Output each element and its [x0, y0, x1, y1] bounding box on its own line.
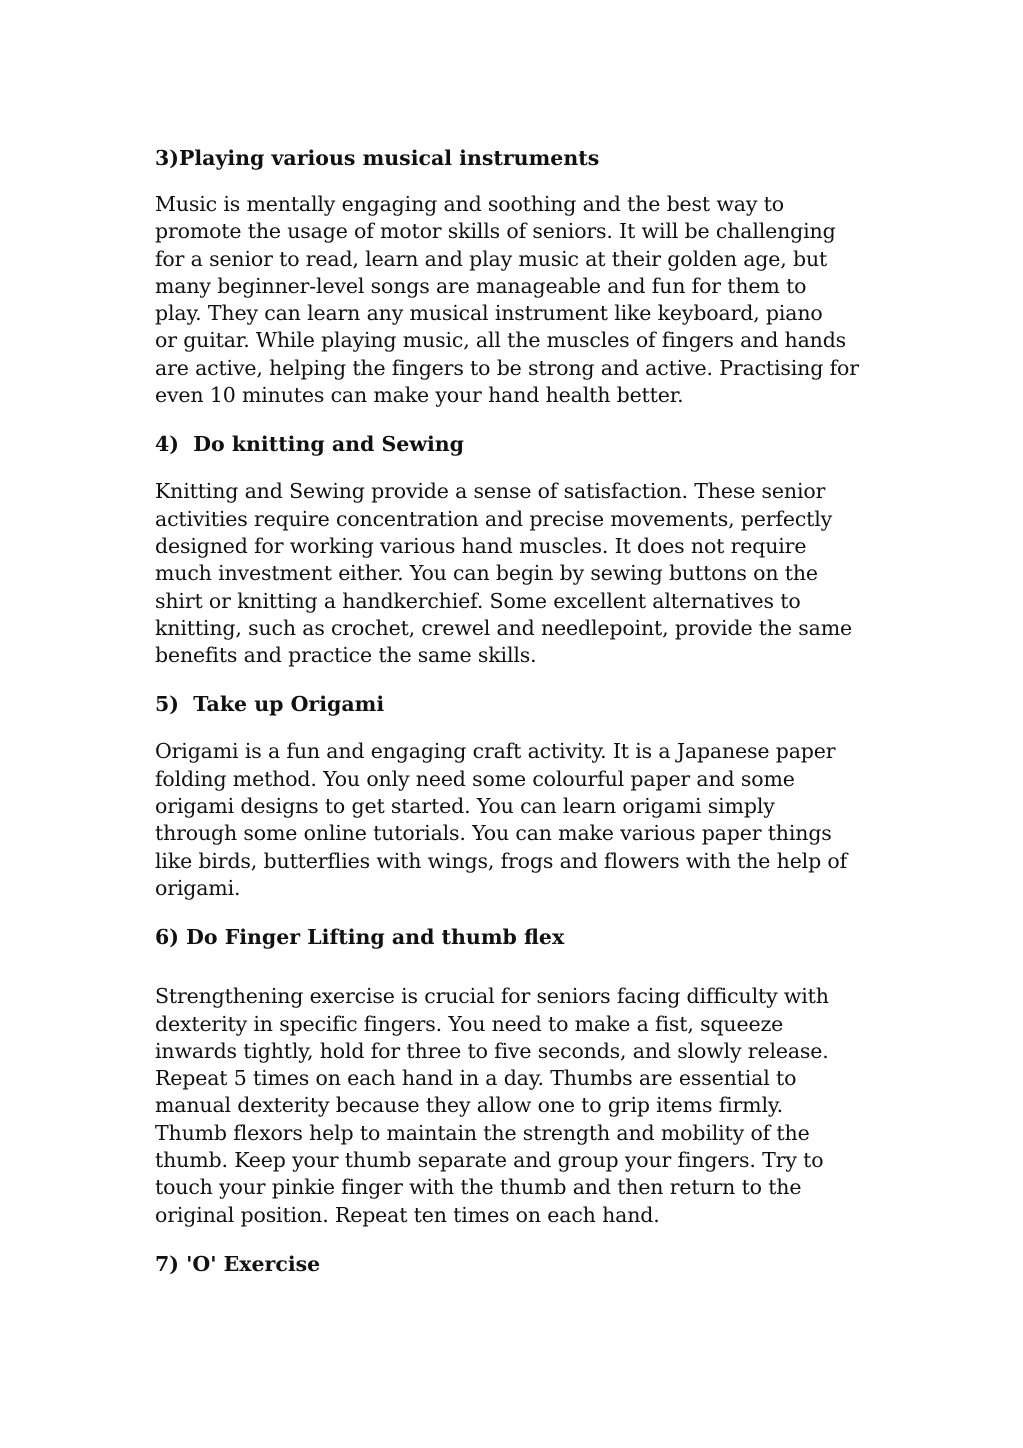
section-heading-musical-instruments: 3)Playing various musical instruments [155, 146, 600, 170]
paragraph-line: shirt or knitting a handkerchief. Some excellent alternatives to [155, 588, 801, 613]
paragraph-line: much investment either. You can begin by sewing buttons on the [155, 561, 818, 586]
paragraph-line: origami designs to get started. You can learn origami simply [155, 794, 775, 819]
paragraph-line: origami. [155, 875, 241, 900]
paragraph-line: touch your pinkie finger with the thumb and then return to the [155, 1175, 802, 1200]
paragraph-line: Knitting and Sewing provide a sense of satisfaction. These senior [155, 479, 826, 504]
paragraph-line: like birds, butterflies with wings, frogs and flowers with the help of [155, 848, 848, 873]
section-heading-o-exercise: 7) 'O' Exercise [155, 1251, 321, 1276]
section-paragraph-finger-lifting [155, 983, 875, 1229]
paragraph-line: inwards tightly, hold for three to five seconds, and slowly release. [155, 1038, 829, 1063]
section-heading-knitting-sewing: 4) Do knitting and Sewing [155, 432, 465, 457]
paragraph-line: Repeat 5 times on each hand in a day. Thumbs are essential to [155, 1066, 797, 1091]
section-paragraph-origami [155, 738, 875, 902]
paragraph-line: even 10 minutes can make your hand health better. [155, 383, 684, 408]
document-page [155, 143, 875, 1279]
paragraph-line: promote the usage of motor skills of seniors. It will be challenging [155, 219, 836, 244]
paragraph-line: benefits and practice the same skills. [155, 643, 537, 668]
paragraph-line: through some online tutorials. You can make various paper things [155, 821, 832, 846]
paragraph-line: for a senior to read, learn and play music at their golden age, but [155, 246, 828, 271]
paragraph-line: Music is mentally engaging and soothing and the best way to [155, 192, 784, 216]
section-heading-finger-lifting: 6) Do Finger Lifting and thumb flex [155, 925, 565, 950]
paragraph-line: activities require concentration and precise movements, perfectly [155, 506, 833, 531]
paragraph-line: folding method. You only need some colourful paper and some [155, 766, 795, 791]
paragraph-line: or guitar. While playing music, all the muscles of fingers and hands [155, 328, 847, 353]
section-heading-origami: 5) Take up Origami [155, 692, 385, 717]
paragraph-line: original position. Repeat ten times on each hand. [155, 1202, 660, 1227]
paragraph-line: play. They can learn any musical instrument like keyboard, piano [155, 301, 823, 326]
section-paragraph-knitting-sewing [155, 478, 875, 669]
paragraph-line: dexterity in specific fingers. You need to make a fist, squeeze [155, 1011, 784, 1036]
paragraph-line: Origami is a fun and engaging craft activity. It is a Japanese paper [155, 739, 836, 764]
paragraph-line: knitting, such as crochet, crewel and needlepoint, provide the same [155, 615, 852, 640]
paragraph-line: Strengthening exercise is crucial for seniors facing difficulty with [155, 984, 829, 1009]
paragraph-line: thumb. Keep your thumb separate and group your fingers. Try to [155, 1148, 824, 1173]
paragraph-line: designed for working various hand muscles. It does not require [155, 533, 807, 558]
paragraph-line: Thumb flexors help to maintain the strength and mobility of the [155, 1120, 810, 1145]
paragraph-line: manual dexterity because they allow one to grip items firmly. [155, 1093, 783, 1118]
section-paragraph-musical-instruments [155, 191, 875, 409]
paragraph-line: are active, helping the fingers to be strong and active. Practising for [155, 355, 859, 380]
paragraph-line: many beginner-level songs are manageable and fun for them to [155, 273, 807, 298]
